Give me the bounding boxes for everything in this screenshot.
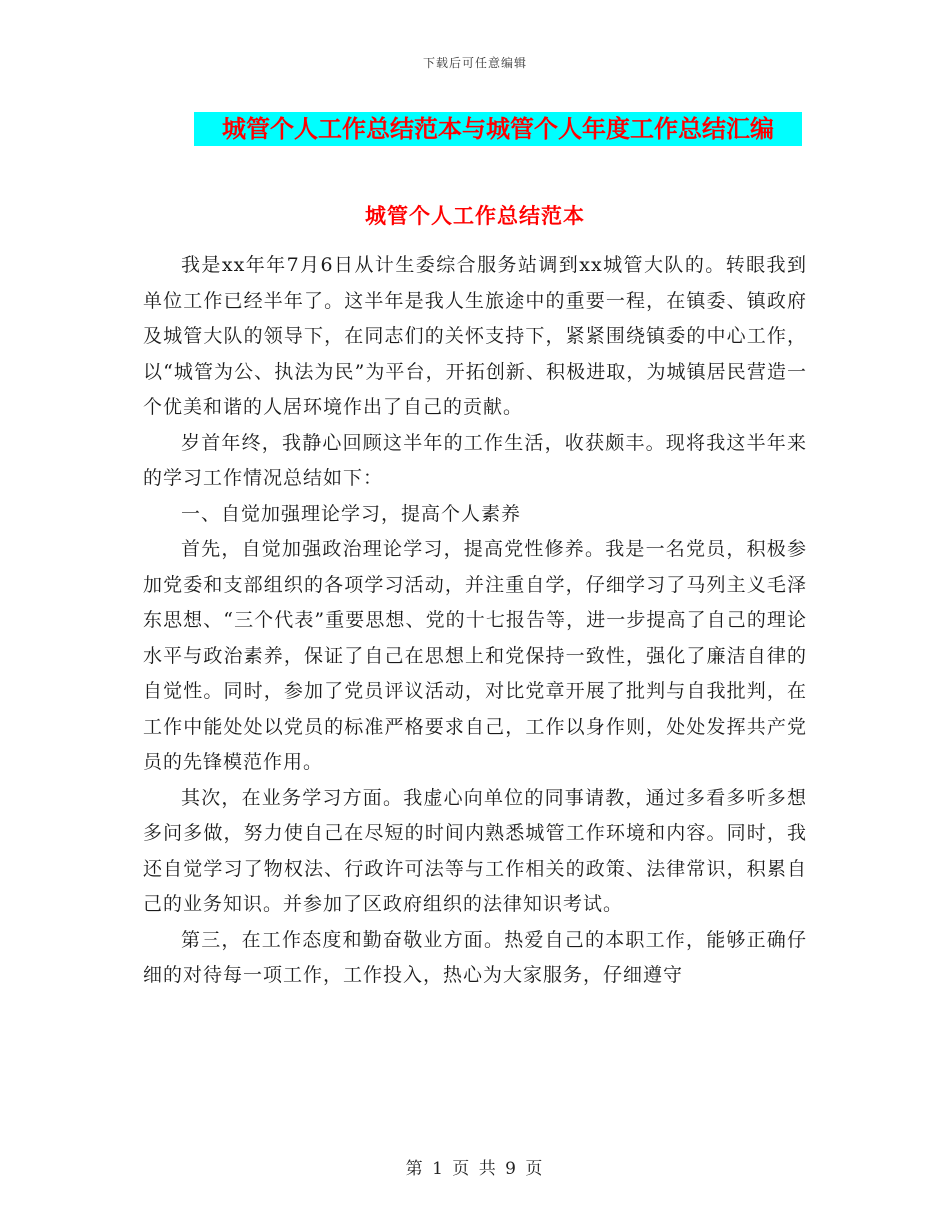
document-title: 城管个人工作总结范本与城管个人年度工作总结汇编 [222, 114, 774, 143]
heading-theory-study: 一、自觉加强理论学习，提高个人素养 [181, 502, 522, 525]
page-indicator: 第 1 页 共 9 页 [405, 1159, 545, 1179]
paragraph-business-study: 其次，在业务学习方面。我虚心向单位的同事请教，通过多看多听多想多问多做，努力使自己在尽短的时间内熟悉城管工作环境和内容。同时，我还自觉学习了物权法、行政许可法等与工作相关的政策、法律常识，积累自己的业务知识。并参加了区政府组织的法律知识考试。 [143, 786, 807, 915]
section-title: 城管个人工作总结范本 [365, 203, 585, 228]
document-body [143, 248, 807, 994]
paragraph-work-attitude: 第三，在工作态度和勤奋敬业方面。热爱自己的本职工作，能够正确仔细的对待每一项工作，工作投入，热心为大家服务，仔细遵守 [143, 928, 807, 986]
paragraph-review: 岁首年终，我静心回顾这半年的工作生活，收获颇丰。现将我这半年来的学习工作情况总结如下： [143, 431, 807, 489]
title-highlight [194, 112, 802, 146]
header-note: 下载后可任意编辑 [422, 56, 527, 70]
paragraph-intro: 我是xx年年7月6日从计生委综合服务站调到xx城管大队的。转眼我到单位工作已经半年了。这半年是我人生旅途中的重要一程，在镇委、镇政府及城管大队的领导下，在同志们的关怀支持下，紧紧围绕镇委的中心工作，以“城管为公、执法为民”为平台，开拓创新、积极进取，为城镇居民营造一个优美和谐的人居环境作出了自己的贡献。 [143, 254, 807, 418]
paragraph-political-study: 首先，自觉加强政治理论学习，提高党性修养。我是一名党员，积极参加党委和支部组织的各项学习活动，并注重自学，仔细学习了马列主义毛泽东思想、“三个代表”重要思想、党的十七报告等，进一步提高了自己的理论水平与政治素养，保证了自己在思想上和党保持一致性，强化了廉洁自律的自觉性。同时，参加了党员评议活动，对比党章开展了批判与自我批判，在工作中能处处以党员的标准严格要求自己，工作以身作则，处处发挥共产党员的先锋模范作用。 [143, 538, 807, 773]
